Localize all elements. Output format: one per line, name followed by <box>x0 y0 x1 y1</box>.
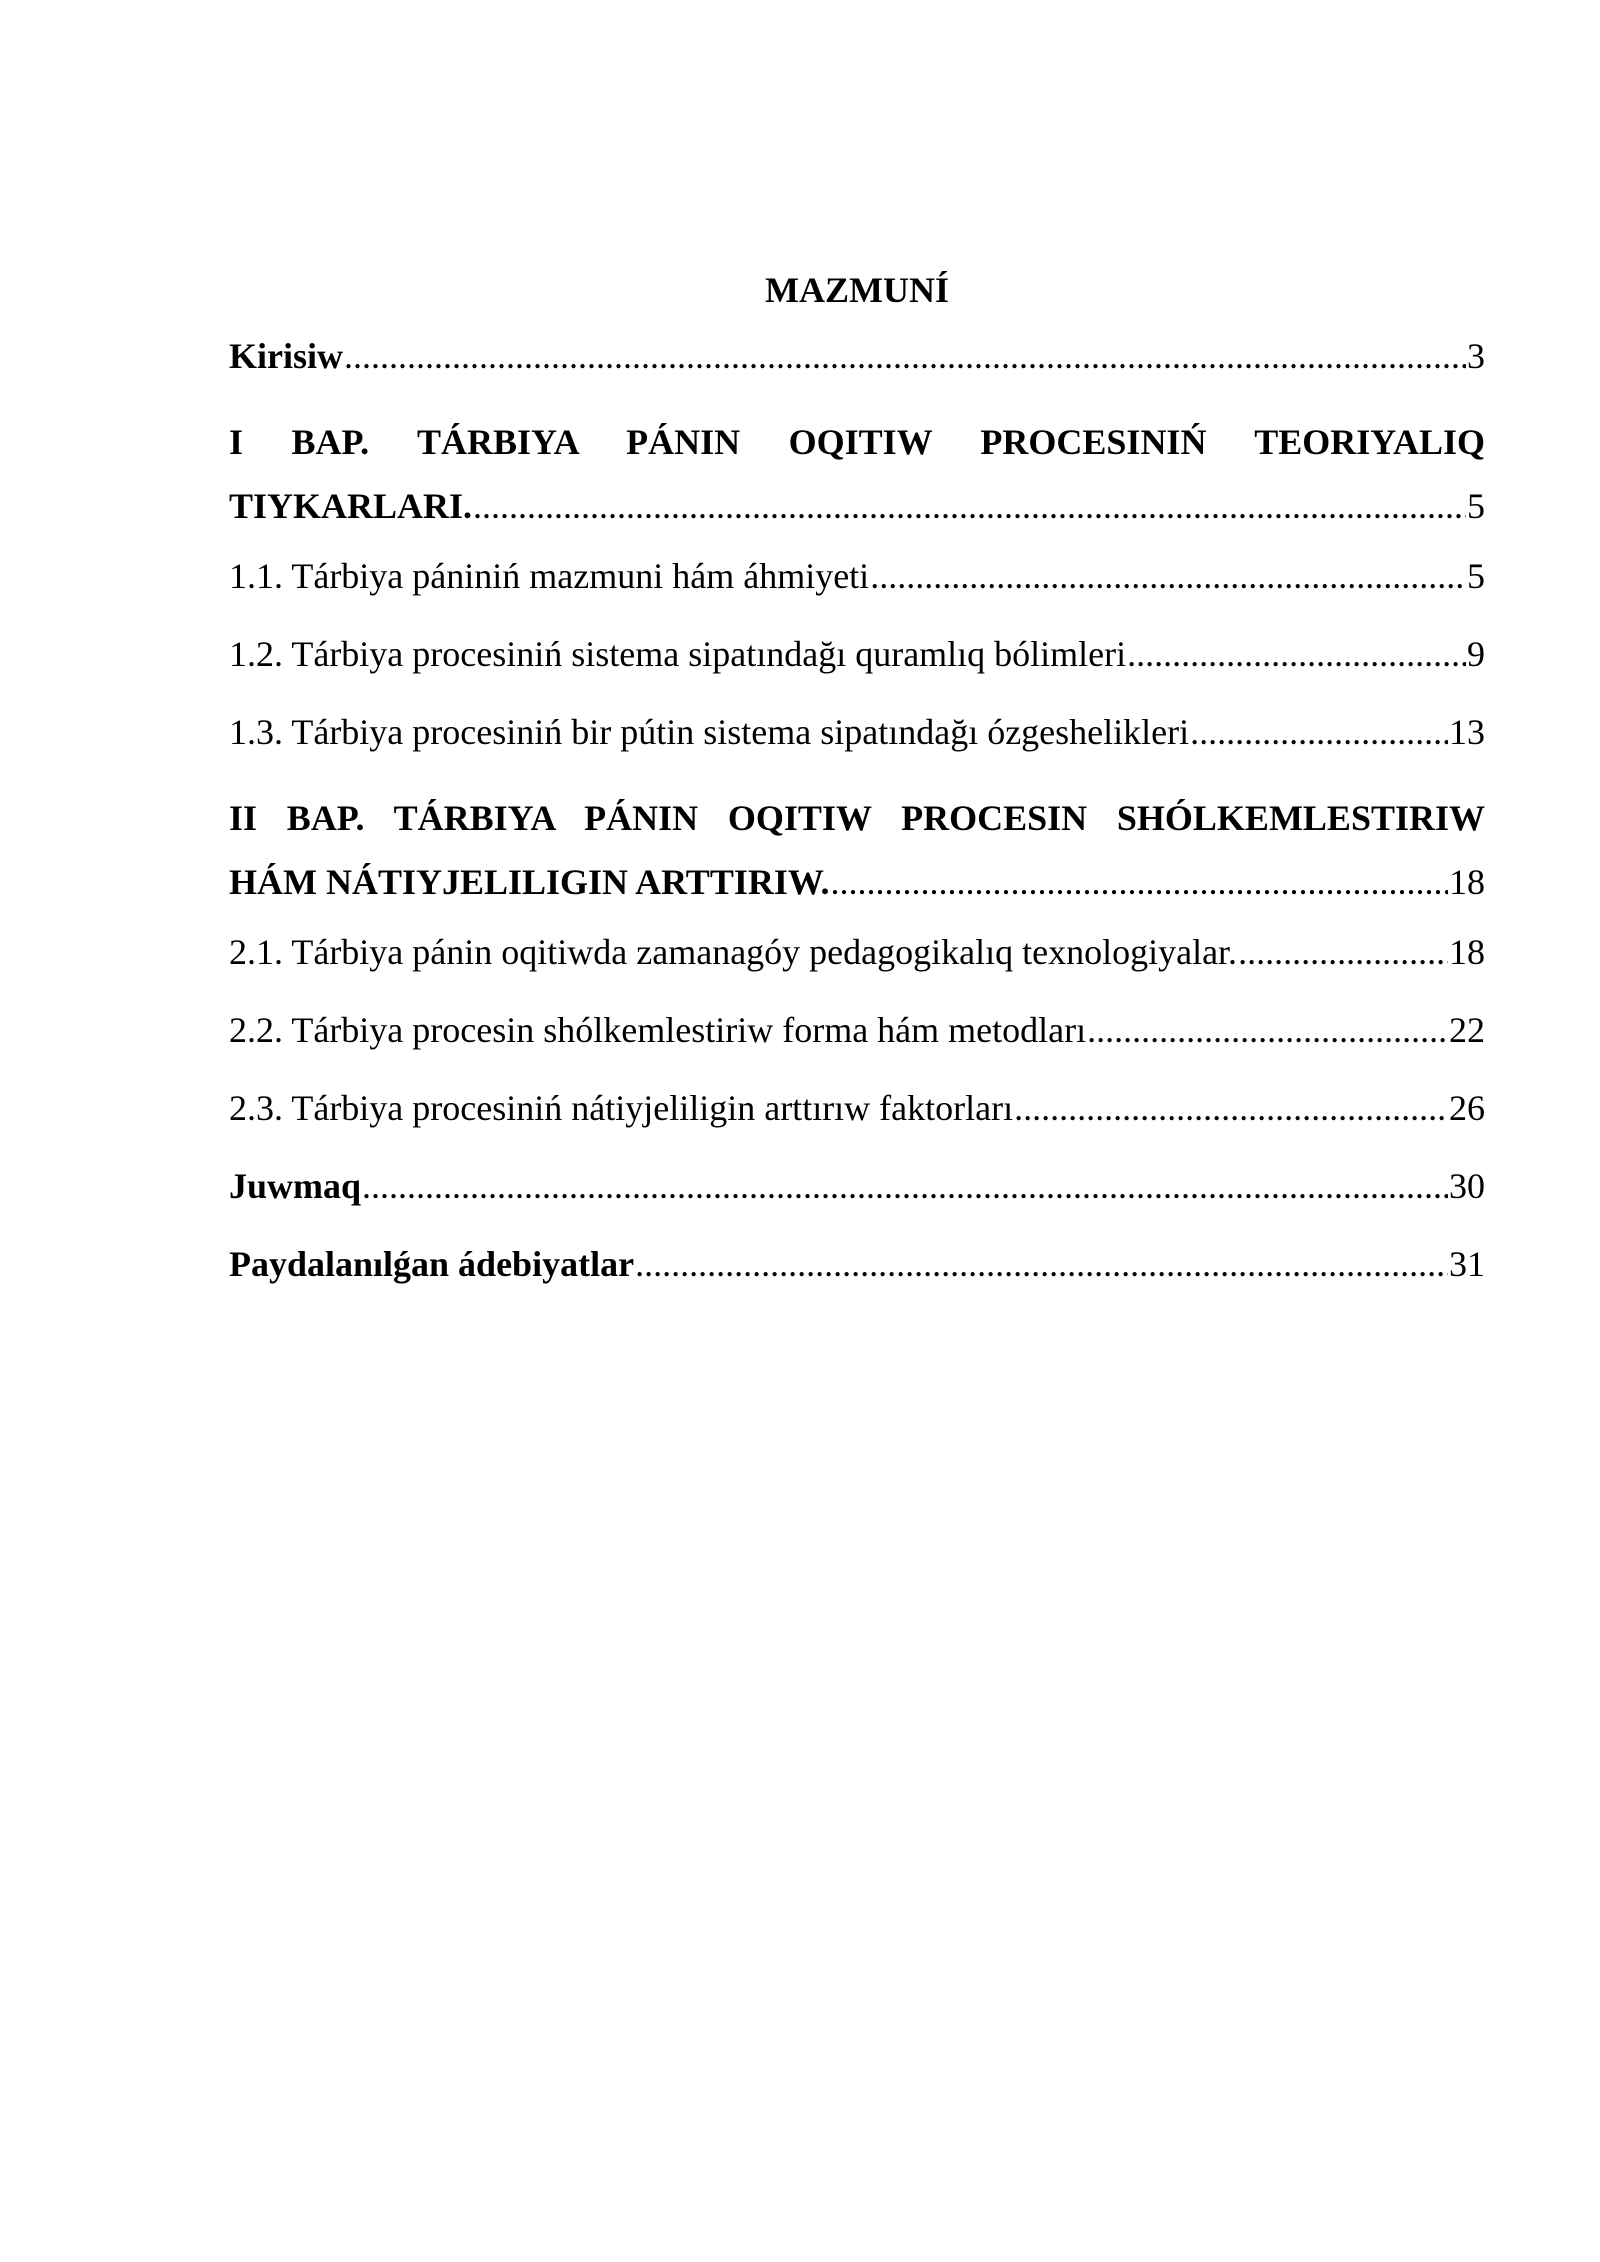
toc-entry-chapter-1[interactable] <box>229 410 1485 538</box>
table-of-contents <box>229 332 1485 1318</box>
toc-entry-label: 1.2. Tárbiya procesiniń sistema sipatındağı quramlıq bólimleri <box>229 634 1127 674</box>
dot-leader <box>362 1162 1448 1210</box>
toc-page-number: 22 <box>1449 1010 1485 1050</box>
toc-entry-label: 1.3. Tárbiya procesiniń bir pútin sistema sipatındağı ózgeshelikleri <box>229 712 1190 752</box>
dot-leader <box>1127 630 1466 678</box>
toc-page-number: 3 <box>1467 336 1485 376</box>
dot-leader <box>1014 1084 1448 1132</box>
toc-entry-section-1-2[interactable] <box>229 630 1485 708</box>
toc-entry-section-2-2[interactable] <box>229 1006 1485 1084</box>
dot-leader <box>870 552 1466 600</box>
toc-entry-label: 1.1. Tárbiya pániniń mazmuni hám áhmiyeti <box>229 556 870 596</box>
toc-entry-chapter-2[interactable] <box>229 786 1485 914</box>
toc-entry-conclusion[interactable] <box>229 1162 1485 1240</box>
dot-leader <box>1238 928 1448 976</box>
toc-entry-section-1-3[interactable] <box>229 708 1485 786</box>
dot-leader <box>473 474 1466 538</box>
toc-page-number: 30 <box>1449 1166 1485 1206</box>
toc-entry-references[interactable] <box>229 1240 1485 1318</box>
toc-entry-label-line1: I BAP. TÁRBIYA PÁNIN OQITIW PROCESINIŃ TEORIYALIQ <box>229 422 1485 462</box>
dot-leader <box>635 1240 1448 1288</box>
toc-title: MAZMUNÍ <box>765 270 949 310</box>
toc-entry-label: 2.1. Tárbiya pánin oqitiwda zamanagóy pedagogikalıq texnologiyalar. <box>229 932 1238 972</box>
toc-entry-section-2-3[interactable] <box>229 1084 1485 1162</box>
toc-entry-label: 2.2. Tárbiya procesin shólkemlestiriw forma hám metodları <box>229 1010 1087 1050</box>
dot-leader <box>831 850 1448 914</box>
toc-page-number: 9 <box>1467 634 1485 674</box>
toc-entry-label: 2.3. Tárbiya procesiniń nátiyjeliligin arttırıw faktorları <box>229 1088 1014 1128</box>
dot-leader <box>344 332 1466 380</box>
toc-entry-introduction[interactable] <box>229 332 1485 410</box>
toc-entry-label-line2: TIYKARLARI. <box>229 486 473 526</box>
toc-entry-section-1-1[interactable] <box>229 552 1485 630</box>
toc-entry-label-line1: II BAP. TÁRBIYA PÁNIN OQITIW PROCESIN SHÓLKEMLESTIRIW <box>229 798 1485 838</box>
toc-entry-label: Kirisiw <box>229 336 343 376</box>
toc-page-number: 13 <box>1449 712 1485 752</box>
toc-page-number: 31 <box>1449 1244 1485 1284</box>
toc-page-number: 18 <box>1449 862 1485 902</box>
dot-leader <box>1087 1006 1448 1054</box>
toc-entry-section-2-1[interactable] <box>229 928 1485 1006</box>
toc-page-number: 5 <box>1467 486 1485 526</box>
toc-page-number: 5 <box>1467 556 1485 596</box>
dot-leader <box>1190 708 1448 756</box>
toc-entry-label-line2: HÁM NÁTIYJELILIGIN ARTTIRIW. <box>229 862 830 902</box>
toc-page-number: 26 <box>1449 1088 1485 1128</box>
toc-page-number: 18 <box>1449 932 1485 972</box>
toc-entry-label: Paydalanılǵan ádebiyatlar <box>229 1244 635 1284</box>
toc-entry-label: Juwmaq <box>229 1166 362 1206</box>
